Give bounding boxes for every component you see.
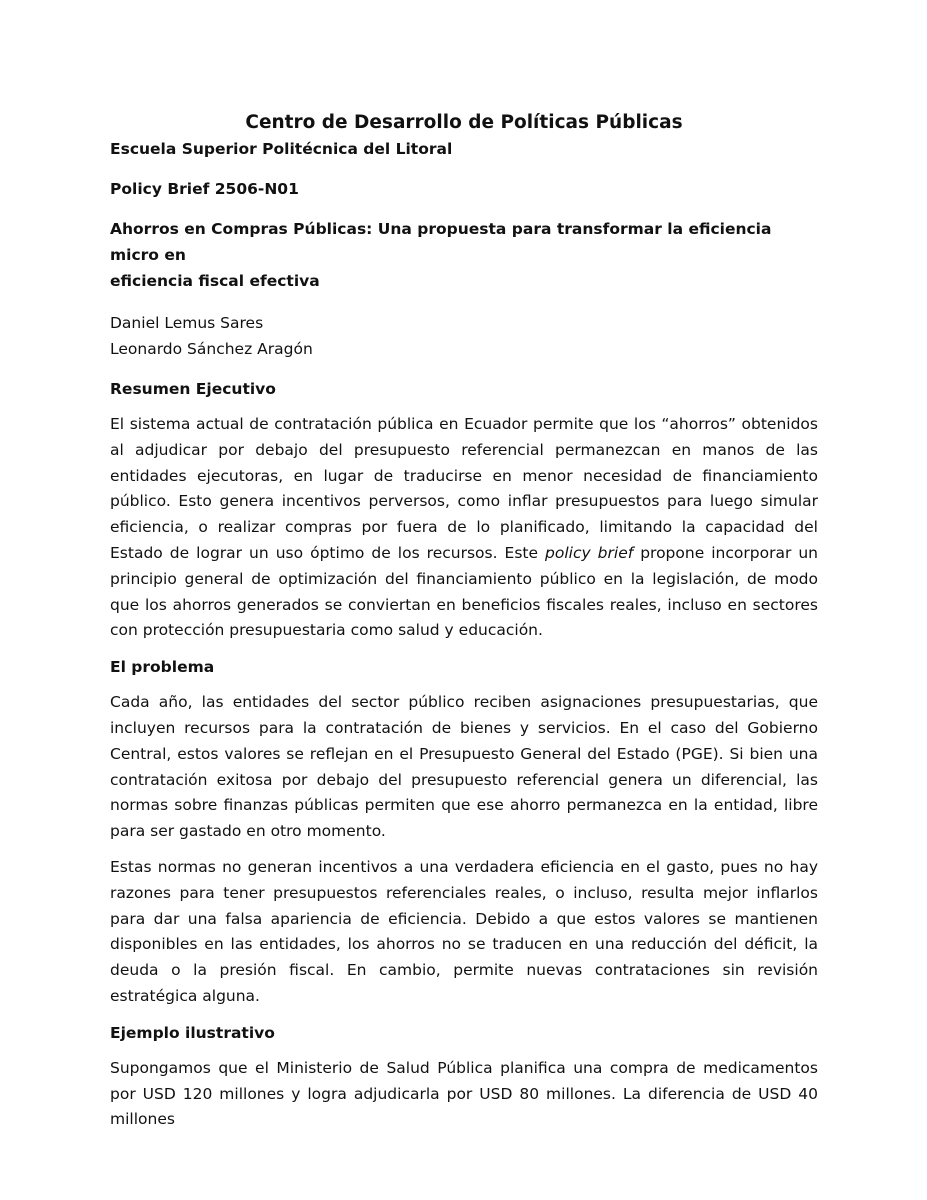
resumen-paragraph	[110, 412, 818, 644]
problema-paragraph-2: Estas normas no generan incentivos a una verdadera eficiencia en el gasto, pues no hay razones para tener presupuestos referenciales reales, o incluso, resulta mejor inflarlos para dar una falsa apariencia de eficiencia. Debido a que estos valores se mantienen disponibles en las entidades, los ahorros no se traducen en una reducción del déficit, la deuda o la presión fiscal. En cambio, permite nuevas contrataciones sin revisión estratégica alguna.	[110, 857, 818, 1005]
center-title: Centro de Desarrollo de Políticas Públicas	[245, 112, 683, 133]
page-content	[110, 110, 818, 1133]
problema-paragraph-1: Cada año, las entidades del sector público reciben asignaciones presupuestarias, que incluyen recursos para la contratación de bienes y servicios. En el caso del Gobierno Central, estos valores se reflejan en el Presupuesto General del Estado (PGE). Si bien una contratación exitosa por debajo del presupuesto referencial genera un diferencial, las normas sobre finanzas públicas permiten que ese ahorro permanezca en la entidad, libre para ser gastado en otro momento.	[110, 693, 818, 841]
document-title	[110, 216, 818, 294]
author-1: Daniel Lemus Sares	[110, 314, 264, 332]
section-heading-ejemplo: Ejemplo ilustrativo	[110, 1023, 275, 1042]
institution-name: Escuela Superior Politécnica del Litoral	[110, 140, 453, 158]
ejemplo-paragraph-1: Supongamos que el Ministerio de Salud Pública planifica una compra de medicamentos por USD 120 millones y logra adjudicarla por USD 80 millones. La diferencia de USD 40 millones	[110, 1058, 818, 1129]
author-2: Leonardo Sánchez Aragón	[110, 340, 313, 358]
section-heading-resumen: Resumen Ejecutivo	[110, 380, 276, 398]
document-title-line2: eficiencia fiscal efectiva	[110, 272, 320, 290]
resumen-text-2: propone incorporar un principio general de optimización del financiamiento público en la legislación, de modo que los ahorros generados se conviertan en beneficios fiscales reales, incluso en sectores con protección presupuestaria como salud y educación.	[110, 543, 818, 640]
section-heading-problema: El problema	[110, 658, 215, 677]
brief-id: Policy Brief 2506-N01	[110, 180, 299, 198]
document-title-line1: Ahorros en Compras Públicas: Una propuesta para transformar la eficiencia micro en	[110, 220, 772, 264]
resumen-italic: policy brief	[545, 543, 634, 562]
resumen-text-1: El sistema actual de contratación pública en Ecuador permite que los “ahorros” obtenidos al adjudicar por debajo del presupuesto referencial permanezcan en manos de las entidades ejecutoras, en lugar de traducirse en menor necesidad de financiamiento público. Esto genera incentivos perversos, como inflar presupuestos para luego simular eficiencia, o realizar compras por fuera de lo planificado, limitando la capacidad del Estado de lograr un uso óptimo de los recursos. Este	[110, 415, 818, 562]
